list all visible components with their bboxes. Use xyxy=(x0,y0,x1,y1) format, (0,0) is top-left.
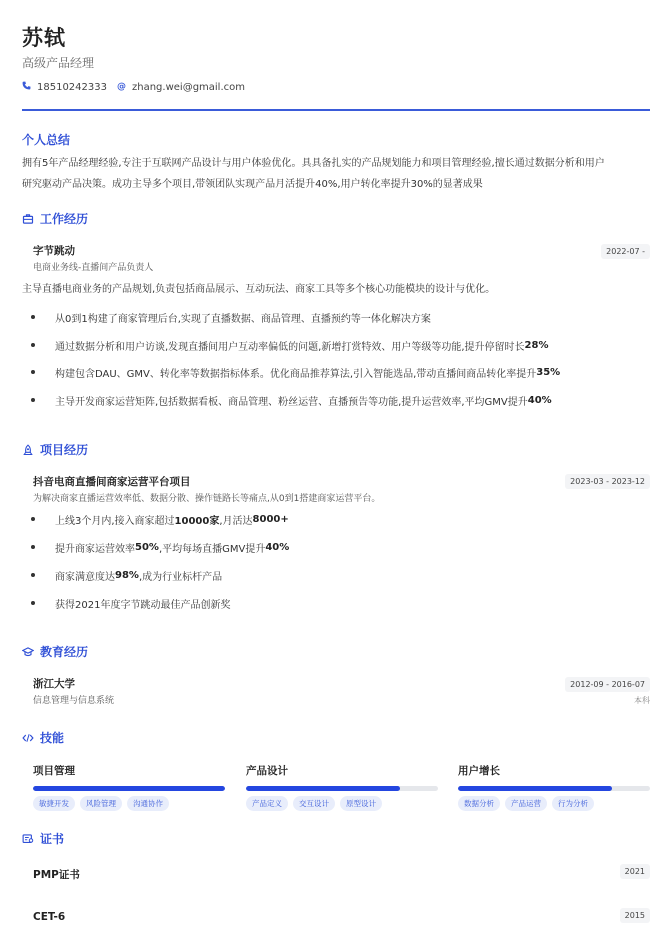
skill-tag: 敏捷开发 xyxy=(33,796,75,811)
graduation-cap-icon xyxy=(22,646,34,658)
candidate-name: 苏轼 xyxy=(22,26,66,50)
education-title-text: 教育经历 xyxy=(40,645,89,659)
code-icon xyxy=(22,732,34,744)
work-item xyxy=(33,243,650,273)
bullet-highlight: 98% xyxy=(115,570,139,581)
email-address: zhang.wei@gmail.com xyxy=(132,81,245,93)
bullet-dot xyxy=(31,398,35,402)
bullet-highlight: 8000+ xyxy=(252,514,289,525)
work-description: 主导直播电商业务的产品规划,负责包括商品展示、互动玩法、商家工具等多个核心功能模块的设计与优化。 xyxy=(22,284,496,295)
section-title-work xyxy=(22,210,88,227)
candidate-title: 高级产品经理 xyxy=(22,56,95,70)
bullet-text: ,平均每场直播GMV提升 xyxy=(158,544,266,555)
project-item xyxy=(33,474,650,504)
degree: 本科 xyxy=(634,696,650,705)
project-bullet xyxy=(55,596,230,611)
bullet-highlight: 40% xyxy=(265,542,290,553)
section-title-education xyxy=(22,643,88,660)
section-title-skills xyxy=(22,729,64,746)
bullet-dot xyxy=(31,573,35,577)
skill-progress-fill xyxy=(246,786,400,791)
bullet-highlight: 40% xyxy=(527,395,552,406)
skill-tags xyxy=(33,796,225,811)
skill-tag: 交互设计 xyxy=(293,796,335,811)
certificate-icon xyxy=(22,833,34,845)
job-role: 电商业务线-直播间产品负责人 xyxy=(33,263,154,273)
project-bullet xyxy=(55,512,289,527)
bullet-text: ,成为行业标杆产品 xyxy=(138,572,223,583)
phone-number: 18510242333 xyxy=(37,81,107,93)
major: 信息管理与信息系统 xyxy=(33,696,115,706)
skill-name: 用户增长 xyxy=(458,765,500,777)
email-icon: @ xyxy=(117,82,126,92)
certificate-name: PMP证书 xyxy=(33,869,80,881)
email-contact[interactable] xyxy=(117,82,245,93)
skill-tag: 产品定义 xyxy=(246,796,288,811)
skills-title-text: 技能 xyxy=(40,731,65,745)
bullet-highlight: 28% xyxy=(524,340,549,351)
skill-tag: 数据分析 xyxy=(458,796,500,811)
skill-tags xyxy=(246,796,438,811)
bullet-highlight: 35% xyxy=(536,367,561,378)
bullet-text: 上线3个月内,接入商家超过 xyxy=(55,516,175,527)
summary-title-text: 个人总结 xyxy=(22,133,71,147)
project-date-badge: 2023-03 - 2023-12 xyxy=(565,474,650,489)
certificates-title-text: 证书 xyxy=(40,832,65,846)
skill-name: 项目管理 xyxy=(33,765,75,777)
work-bullet xyxy=(55,338,548,353)
bullet-dot xyxy=(31,601,35,605)
bullet-highlight: 10000家 xyxy=(174,516,220,527)
project-name: 抖音电商直播间商家运营平台项目 xyxy=(33,476,191,488)
skill-name: 产品设计 xyxy=(246,765,288,777)
summary-text xyxy=(22,153,650,195)
skill-progress-fill xyxy=(458,786,612,791)
skill-item xyxy=(458,763,650,811)
skill-item xyxy=(33,763,225,811)
summary-line-2: 研究驱动产品决策。成功主导多个项目,带领团队实现产品月活提升40%,用户转化率提升30%的显著成果 xyxy=(22,179,483,190)
education-item xyxy=(33,676,650,706)
project-bullet xyxy=(55,568,222,583)
certificate-year: 2015 xyxy=(620,908,650,923)
certificate-item xyxy=(33,911,650,923)
skill-progress-bar xyxy=(33,786,225,791)
education-date-badge: 2012-09 - 2016-07 xyxy=(565,677,650,692)
skill-item xyxy=(246,763,438,811)
header-divider xyxy=(22,109,650,111)
phone-icon xyxy=(22,81,31,93)
work-date-badge: 2022-07 - xyxy=(601,244,650,259)
bullet-dot xyxy=(31,343,35,347)
summary-line-1: 拥有5年产品经理经验,专注于互联网产品设计与用户体验优化。具具备扎实的产品规划能力和项目管理经验,擅长通过数据分析和用户 xyxy=(22,158,605,169)
bullet-text: ,月活达 xyxy=(219,516,253,527)
work-title-text: 工作经历 xyxy=(40,212,89,226)
work-bullet xyxy=(55,310,431,325)
phone-contact[interactable] xyxy=(22,81,107,93)
skill-progress-bar xyxy=(458,786,650,791)
bullet-dot xyxy=(31,315,35,319)
bullet-dot xyxy=(31,370,35,374)
work-bullet xyxy=(55,393,552,408)
skill-progress-fill xyxy=(33,786,225,791)
bullet-text: 主导开发商家运营矩阵,包括数据看板、商品管理、粉丝运营、直播预告等功能,提升运营效率,平均GMV提升 xyxy=(55,397,528,408)
rocket-icon xyxy=(22,444,34,456)
section-title-certificates xyxy=(22,830,64,847)
bullet-text: 商家满意度达 xyxy=(55,572,115,583)
briefcase-icon xyxy=(22,213,34,225)
certificate-year: 2021 xyxy=(620,864,650,879)
skill-tag: 行为分析 xyxy=(552,796,594,811)
contact-info xyxy=(22,81,255,93)
work-bullet xyxy=(55,365,560,380)
bullet-text: 构建包含DAU、GMV、转化率等数据指标体系。优化商品推荐算法,引入智能选品,带动直播间商品转化率提升 xyxy=(55,369,537,380)
skill-progress-bar xyxy=(246,786,438,791)
bullet-text: 通过数据分析和用户访谈,发现直播间用户互动率偏低的问题,新增打赏特效、用户等级等功能,提升停留时长 xyxy=(55,342,525,353)
bullet-text: 提升商家运营效率 xyxy=(55,544,135,555)
bullet-text: 从0到1构建了商家管理后台,实现了直播数据、商品管理、直播预约等一体化解决方案 xyxy=(55,314,431,325)
bullet-dot xyxy=(31,545,35,549)
project-description: 为解决商家直播运营效率低、数据分散、操作链路长等痛点,从0到1搭建商家运营平台。 xyxy=(33,494,381,504)
skill-tag: 风险管理 xyxy=(80,796,122,811)
project-bullet xyxy=(55,540,289,555)
bullet-text: 获得2021年度字节跳动最佳产品创新奖 xyxy=(55,600,231,611)
bullet-dot xyxy=(31,517,35,521)
skill-tag: 沟通协作 xyxy=(127,796,169,811)
bullet-highlight: 50% xyxy=(135,542,159,553)
skill-tag: 原型设计 xyxy=(340,796,382,811)
section-title-projects xyxy=(22,441,88,458)
certificate-item xyxy=(33,867,650,882)
company-name: 字节跳动 xyxy=(33,245,75,257)
projects-title-text: 项目经历 xyxy=(40,443,89,457)
certificate-name: CET-6 xyxy=(33,911,66,923)
section-title-summary xyxy=(22,131,70,148)
skill-tags xyxy=(458,796,650,811)
skill-tag: 产品运营 xyxy=(505,796,547,811)
school-name: 浙江大学 xyxy=(33,678,75,690)
